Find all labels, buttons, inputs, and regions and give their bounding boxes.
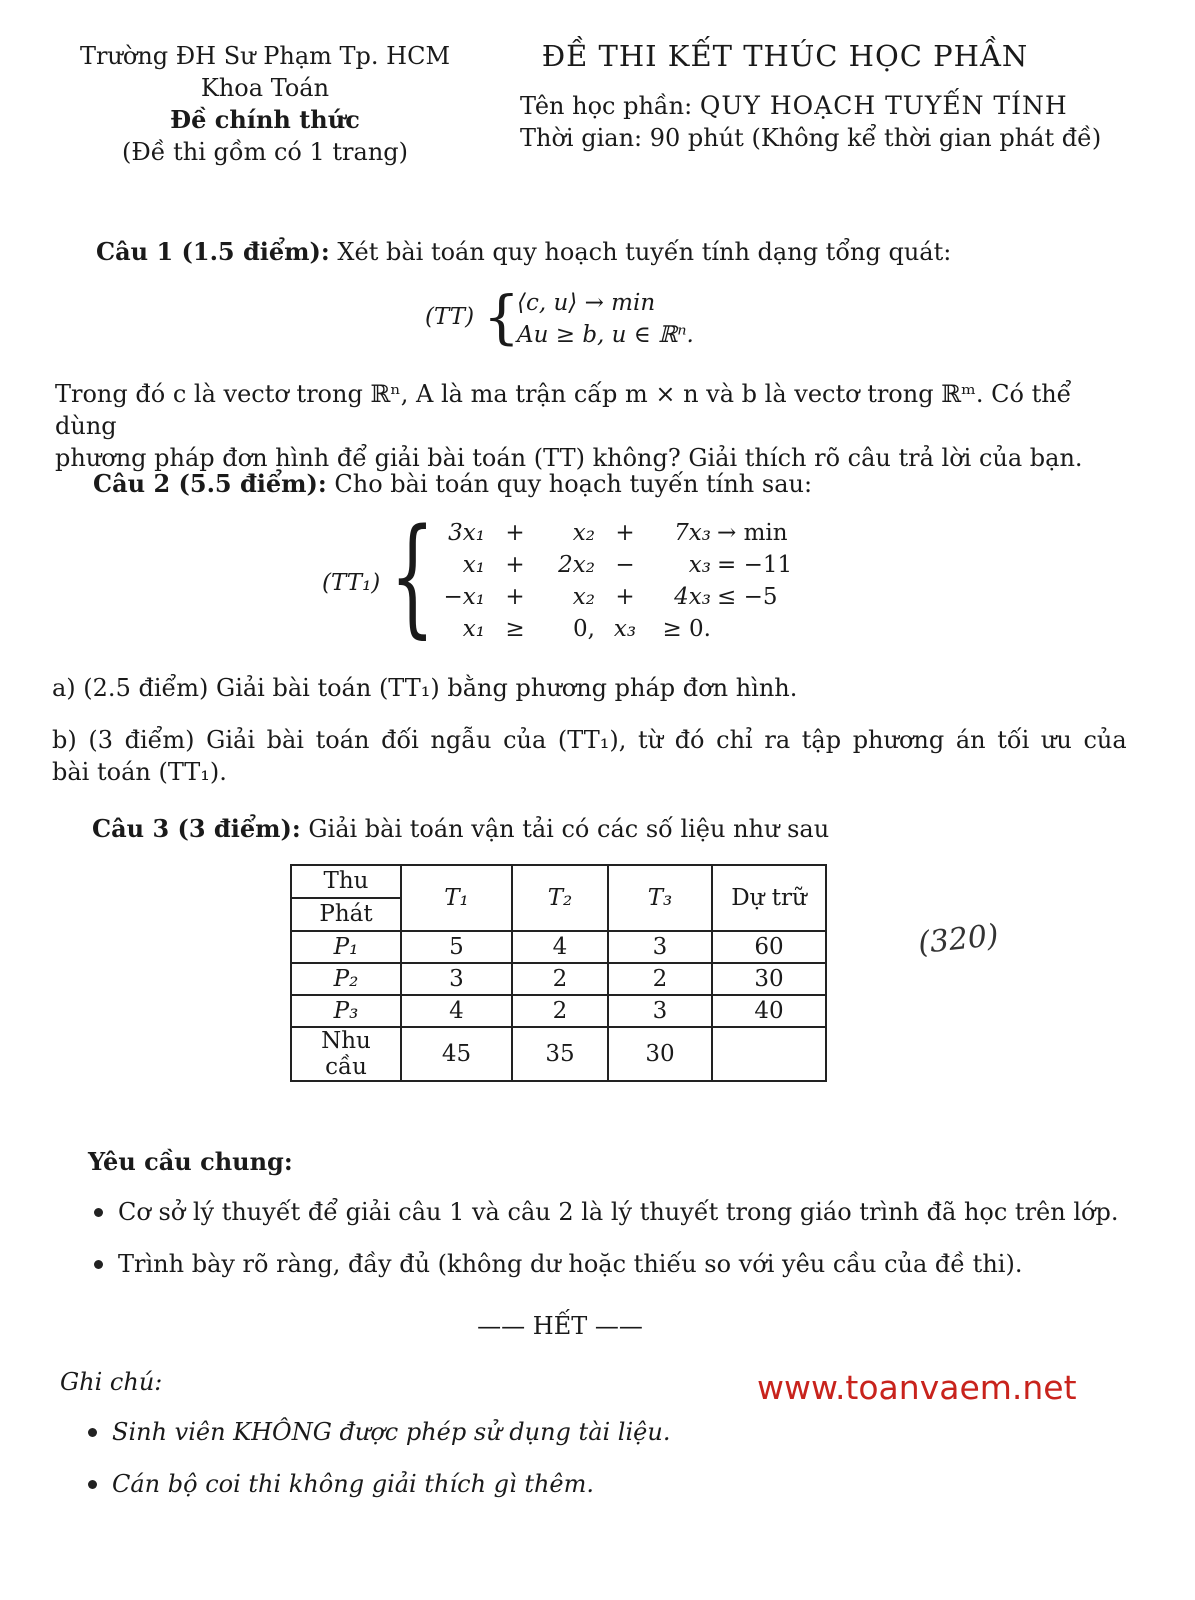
q1-system [425, 283, 745, 352]
demand-cell: 35 [512, 1027, 608, 1081]
q2-cell: ≥ 0. [662, 616, 711, 642]
handwritten-note: (320) [916, 917, 1001, 962]
faculty-name: Khoa Toán [200, 74, 330, 102]
q2-cell: x₁ [462, 552, 485, 578]
general-section [88, 1146, 1138, 1300]
notes-section [82, 1416, 882, 1520]
q1-intro: Xét bài toán quy hoạch tuyến tính dạng tổng quát: [337, 238, 952, 266]
demand-cell: 45 [401, 1027, 512, 1081]
q2-brace: { [390, 502, 435, 651]
list-item: Cơ sở lý thuyết để giải câu 1 và câu 2 là lý thuyết trong giáo trình đã học trên lớp. [88, 1196, 1138, 1228]
q3-intro: Giải bài toán vận tải có các số liệu như sau [308, 815, 830, 843]
q2-cell: + [505, 520, 525, 546]
q2-cell: + [505, 552, 525, 578]
list-item: Trình bày rõ ràng, đầy đủ (không dư hoặc thiếu so với yêu cầu của đề thi). [88, 1248, 1138, 1280]
demand-cell [712, 1027, 826, 1081]
col-header-supply: Dự trữ [712, 865, 826, 931]
q2-cell: + [505, 584, 525, 610]
notes-title: Ghi chú: [60, 1368, 163, 1396]
row-header: P₂ [291, 963, 401, 995]
q2-cell: x₃ [688, 552, 711, 578]
q2-system [322, 502, 842, 652]
course-name: QUY HOẠCH TUYẾN TÍNH [699, 91, 1068, 120]
q2-cell: x₃ [613, 616, 637, 642]
q2-cell: − [615, 552, 635, 578]
demand-label: Nhu cầu [291, 1027, 401, 1081]
transport-table-wrap [290, 864, 827, 1082]
demand-cell: 30 [608, 1027, 712, 1081]
q3-label: Câu 3 (3 điểm): [92, 814, 301, 843]
col-header-t3: T₃ [608, 865, 712, 931]
table-cell: 60 [712, 931, 826, 963]
q2-cell: 2x₂ [558, 552, 595, 578]
q2-cell: −x₁ [443, 584, 485, 610]
q2-cell: = −11 [717, 552, 793, 578]
q2-intro: Cho bài toán quy hoạch tuyến tính sau: [334, 470, 813, 498]
table-row [291, 931, 826, 963]
table-row [291, 963, 826, 995]
official-label: Đề chính thức [170, 105, 360, 134]
notes-list [82, 1416, 882, 1500]
transport-table [290, 864, 827, 1082]
q2-row [427, 584, 847, 616]
list-item: Cán bộ coi thi không giải thích gì thêm. [82, 1468, 882, 1500]
q2-label: Câu 2 (5.5 điểm): [93, 469, 327, 498]
col-header-t1: T₁ [401, 865, 512, 931]
table-cell: 4 [401, 995, 512, 1027]
time-line: Thời gian: 90 phút (Không kể thời gian phát đề) [520, 124, 1102, 152]
q2-cell: 3x₁ [448, 520, 485, 546]
list-item: Sinh viên KHÔNG được phép sử dụng tài liệu. [82, 1416, 882, 1448]
row-header: P₁ [291, 931, 401, 963]
q1-constraint: Au ≥ b, u ∈ ℝⁿ. [517, 322, 694, 348]
table-cell: 3 [401, 963, 512, 995]
q2-row [427, 616, 847, 648]
exam-title: ĐỀ THI KẾT THÚC HỌC PHẦN [541, 39, 1029, 73]
course-line [490, 90, 1170, 122]
row-header: P₃ [291, 995, 401, 1027]
demand-row [291, 1027, 826, 1081]
q1-objective: ⟨c, u⟩ → min [517, 290, 656, 316]
corner-cell [291, 865, 401, 931]
course-label: Tên học phần: [520, 92, 693, 120]
table-cell: 40 [712, 995, 826, 1027]
table-cell: 2 [512, 995, 608, 1027]
q2-cell: x₁ [462, 616, 485, 642]
pages-note: (Đề thi gồm có 1 trang) [122, 138, 408, 166]
table-cell: 3 [608, 995, 712, 1027]
q1-label: Câu 1 (1.5 điểm): [96, 237, 330, 266]
q2-cell: ≥ [505, 616, 525, 642]
q1-text-line-2: phương pháp đơn hình để giải bài toán (TT) không? Giải thích rõ câu trả lời của bạn. [55, 444, 1083, 472]
table-row [291, 995, 826, 1027]
q3-heading [92, 813, 1092, 845]
q2-cell: ≤ −5 [717, 584, 778, 610]
q2-cell: 0, [573, 616, 595, 642]
corner-top: Thu [292, 866, 400, 899]
q2-cell: 4x₃ [674, 584, 711, 610]
header-left [60, 40, 470, 168]
end-mark: —— HẾT —— [477, 1312, 643, 1340]
q1-body [55, 378, 1135, 474]
school-name: Trường ĐH Sư Phạm Tp. HCM [79, 42, 451, 70]
table-cell: 2 [608, 963, 712, 995]
q2-part-b-line-1: b) (3 điểm) Giải bài toán đối ngẫu của (TT₁), từ đó chỉ ra tập phương án tối ưu của [52, 726, 1127, 754]
q2-part-b-line-2: bài toán (TT₁). [52, 758, 227, 786]
col-header-t2: T₂ [512, 865, 608, 931]
q2-cell: x₂ [572, 584, 595, 610]
q2-cell: 7x₃ [674, 520, 711, 546]
table-cell: 2 [512, 963, 608, 995]
q1-brace: { [483, 283, 520, 351]
corner-bottom: Phát [319, 901, 373, 927]
q2-row [427, 552, 847, 584]
table-cell: 5 [401, 931, 512, 963]
q1-text-line-1: Trong đó c là vectơ trong ℝⁿ, A là ma trận cấp m × n và b là vectơ trong ℝᵐ. Có thể dùng [55, 380, 1072, 440]
general-title: Yêu cầu chung: [88, 1147, 293, 1176]
table-cell: 30 [712, 963, 826, 995]
q2-cell: x₂ [572, 520, 595, 546]
table-cell: 4 [512, 931, 608, 963]
watermark-url: www.toanvaem.net [757, 1368, 1077, 1407]
q2-cell: + [615, 520, 635, 546]
q2-part-a: a) (2.5 điểm) Giải bài toán (TT₁) bằng phương pháp đơn hình. [52, 674, 798, 702]
q2-parts [52, 672, 1142, 788]
q1-heading [96, 236, 1096, 268]
q2-problem-name: (TT₁) [322, 570, 381, 596]
header-right [490, 40, 1170, 154]
q2-heading [93, 468, 1093, 500]
q2-cell: → min [717, 520, 788, 546]
table-cell: 3 [608, 931, 712, 963]
q2-row [427, 520, 847, 552]
q2-cell: + [615, 584, 635, 610]
q1-problem-name: (TT) [425, 304, 475, 330]
general-list [88, 1196, 1138, 1280]
